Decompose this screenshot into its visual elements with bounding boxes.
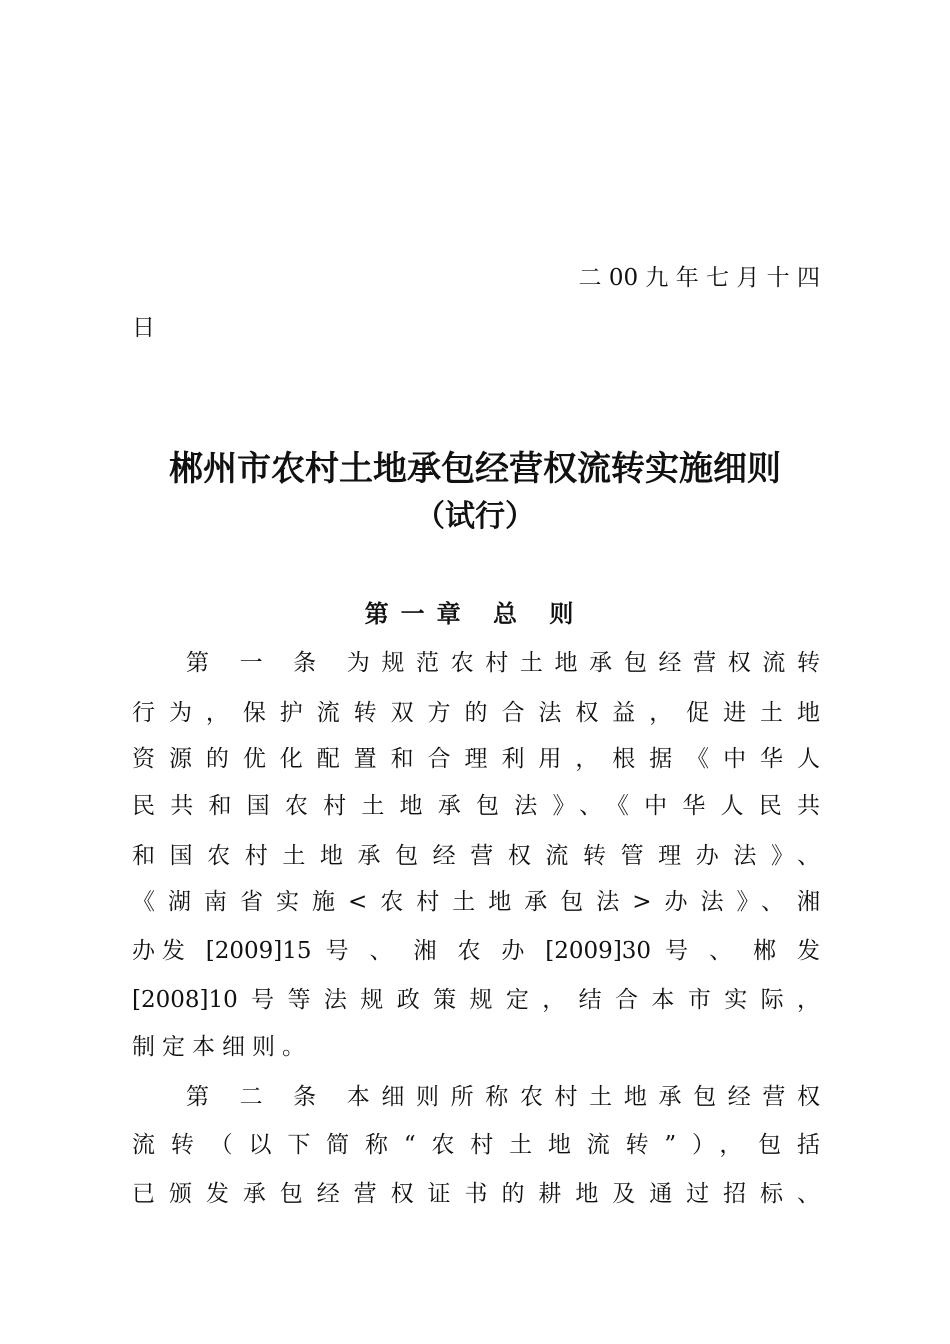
article-1-line: 资源的优化配置和合理利用，根据《中华人 <box>132 746 820 772</box>
article-1-line: 《湖南省实施<农村土地承包法>办法》、湘 <box>132 889 820 915</box>
chapter-heading: 第一章 总 则 <box>364 600 586 628</box>
article-1-line: 办发 [2009]15 号 、 湘 农 办 [2009]30 号 、 郴 发 <box>132 938 820 964</box>
article-2-line: 已颁发承包经营权证书的耕地及通过招标、 <box>132 1181 820 1207</box>
date-line-continued: 日 <box>132 315 155 341</box>
article-1-line: 第 一 条 为规范农村土地承包经营权流转 <box>186 650 820 676</box>
article-1-line: 制定本细则。 <box>132 1034 312 1060</box>
date-line: 二 00 九 年 七 月 十 四 <box>578 265 820 291</box>
article-1-line: 行为，保护流转双方的合法权益，促进土地 <box>132 700 820 726</box>
document-subtitle: （试行） <box>415 499 535 534</box>
article-1-line: 民共和国农村土地承包法》、《中华人民共 <box>132 793 820 819</box>
article-2-line: 流转（以下简称“农村土地流转”），包括 <box>132 1132 820 1158</box>
article-1-line: [2008]10号等法规政策规定，结合本市实际， <box>132 987 820 1013</box>
article-2-line: 第 二 条 本细则所称农村土地承包经营权 <box>186 1084 820 1110</box>
document-title: 郴州市农村土地承包经营权流转实施细则 <box>169 449 781 489</box>
article-1-line: 和国农村土地承包经营权流转管理办法》、 <box>132 843 820 869</box>
